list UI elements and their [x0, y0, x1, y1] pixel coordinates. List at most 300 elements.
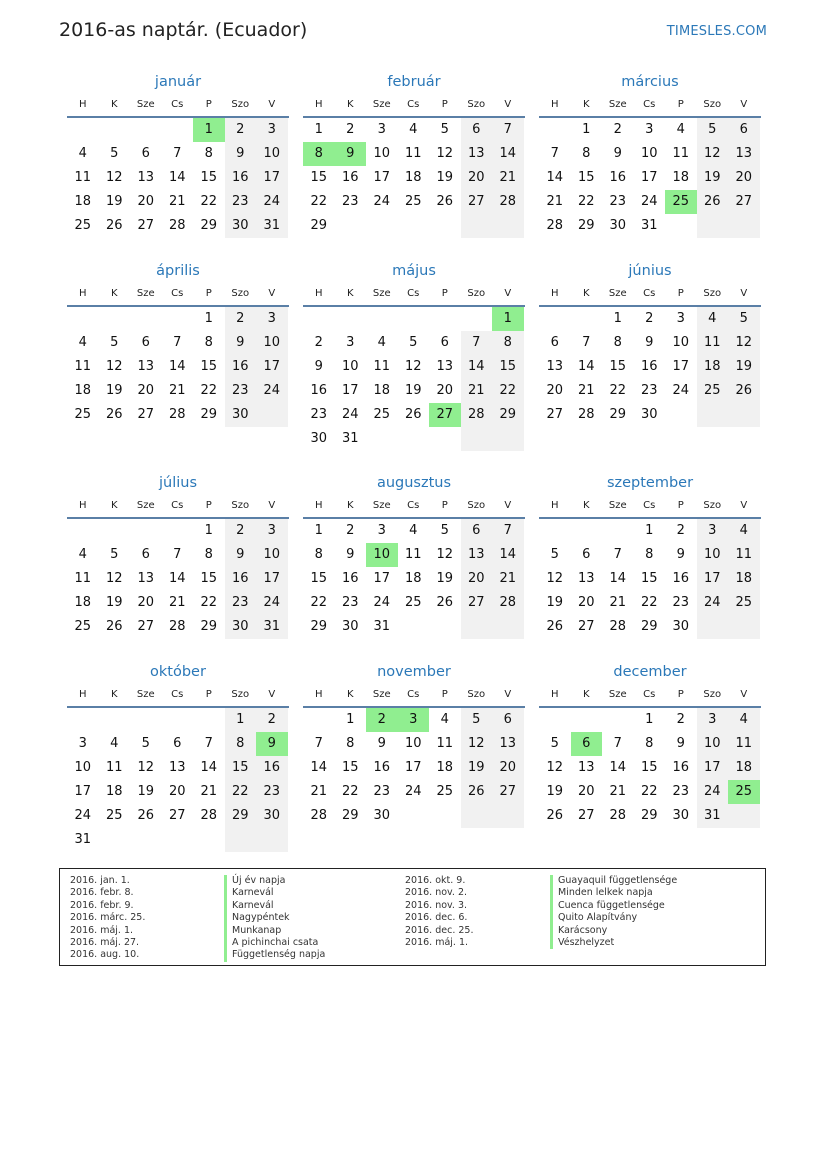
day-cell[interactable]: 15 — [225, 756, 257, 780]
day-cell[interactable]: 31 — [697, 804, 729, 828]
day-cell[interactable]: 17 — [404, 760, 422, 775]
day-cell[interactable]: 23 — [256, 780, 288, 804]
day-cell[interactable]: 17 — [341, 383, 359, 398]
day-cell[interactable]: 16 — [341, 571, 359, 586]
day-cell[interactable]: 19 — [436, 571, 454, 586]
day-cell[interactable]: 15 — [640, 571, 658, 586]
day-cell[interactable]: 24 — [256, 190, 288, 214]
day-cell[interactable]: 30 — [225, 615, 257, 639]
day-cell[interactable]: 18 — [436, 760, 454, 775]
day-cell[interactable]: 21 — [461, 379, 493, 403]
day-cell[interactable]: 17 — [672, 359, 690, 374]
day-cell[interactable]: 5 — [110, 146, 119, 161]
day-cell[interactable]: 14 — [200, 760, 218, 775]
day-cell[interactable]: 25 — [728, 780, 760, 804]
day-cell[interactable]: 17 — [373, 571, 391, 586]
day-cell[interactable]: 27 — [461, 591, 493, 615]
day-cell[interactable]: 15 — [640, 760, 658, 775]
day-cell[interactable]: 17 — [256, 355, 288, 379]
day-cell[interactable]: 13 — [728, 142, 760, 166]
day-cell[interactable]: 4 — [728, 708, 760, 732]
day-cell[interactable]: 3 — [398, 708, 430, 732]
day-cell[interactable]: 22 — [640, 784, 658, 799]
day-cell[interactable]: 20 — [577, 595, 595, 610]
day-cell[interactable]: 17 — [256, 166, 288, 190]
brand-link[interactable]: TIMESLES.COM — [666, 24, 767, 39]
day-cell[interactable]: 5 — [550, 736, 559, 751]
day-cell[interactable]: 14 — [168, 170, 186, 185]
day-cell[interactable]: 30 — [640, 407, 658, 422]
day-cell[interactable]: 21 — [200, 784, 218, 799]
day-cell[interactable]: 12 — [105, 359, 123, 374]
day-cell[interactable]: 1 — [193, 118, 225, 142]
day-cell[interactable]: 21 — [577, 383, 595, 398]
day-cell[interactable]: 1 — [314, 523, 323, 538]
day-cell[interactable]: 9 — [346, 547, 355, 562]
day-cell[interactable]: 27 — [461, 190, 493, 214]
day-cell[interactable]: 18 — [74, 194, 92, 209]
day-cell[interactable]: 22 — [200, 194, 218, 209]
day-cell[interactable]: 2 — [314, 335, 323, 350]
day-cell[interactable]: 24 — [373, 595, 391, 610]
day-cell[interactable]: 15 — [200, 170, 218, 185]
day-cell[interactable]: 1 — [204, 523, 213, 538]
day-cell[interactable]: 26 — [697, 190, 729, 214]
day-cell[interactable]: 24 — [672, 383, 690, 398]
day-cell[interactable]: 6 — [461, 519, 493, 543]
day-cell[interactable]: 25 — [404, 595, 422, 610]
day-cell[interactable]: 5 — [141, 736, 150, 751]
day-cell[interactable]: 7 — [550, 146, 559, 161]
day-cell[interactable]: 11 — [74, 359, 92, 374]
day-cell[interactable]: 9 — [377, 736, 386, 751]
day-cell[interactable]: 20 — [137, 194, 155, 209]
day-cell[interactable]: 18 — [728, 756, 760, 780]
day-cell[interactable]: 21 — [609, 784, 627, 799]
day-cell[interactable]: 23 — [225, 379, 257, 403]
day-cell[interactable]: 4 — [676, 122, 685, 137]
day-cell[interactable]: 31 — [341, 431, 359, 446]
day-cell[interactable]: 25 — [74, 218, 92, 233]
day-cell[interactable]: 15 — [310, 170, 328, 185]
day-cell[interactable]: 3 — [377, 122, 386, 137]
day-cell[interactable]: 8 — [645, 547, 654, 562]
day-cell[interactable]: 6 — [440, 335, 449, 350]
day-cell[interactable]: 18 — [672, 170, 690, 185]
day-cell[interactable]: 29 — [225, 804, 257, 828]
day-cell[interactable]: 7 — [613, 547, 622, 562]
day-cell[interactable]: 20 — [546, 383, 564, 398]
day-cell[interactable]: 14 — [546, 170, 564, 185]
day-cell[interactable]: 30 — [225, 403, 257, 427]
day-cell[interactable]: 13 — [137, 359, 155, 374]
day-cell[interactable]: 12 — [461, 732, 493, 756]
day-cell[interactable]: 10 — [404, 736, 422, 751]
day-cell[interactable]: 7 — [461, 331, 493, 355]
day-cell[interactable]: 15 — [200, 571, 218, 586]
day-cell[interactable]: 29 — [577, 218, 595, 233]
day-cell[interactable]: 27 — [429, 403, 461, 427]
day-cell[interactable]: 10 — [256, 331, 288, 355]
day-cell[interactable]: 30 — [341, 619, 359, 634]
day-cell[interactable]: 5 — [110, 335, 119, 350]
day-cell[interactable]: 15 — [341, 760, 359, 775]
day-cell[interactable]: 4 — [78, 146, 87, 161]
day-cell[interactable]: 3 — [697, 519, 729, 543]
day-cell[interactable]: 1 — [314, 122, 323, 137]
day-cell[interactable]: 7 — [492, 519, 524, 543]
day-cell[interactable]: 3 — [256, 118, 288, 142]
day-cell[interactable]: 24 — [697, 780, 729, 804]
day-cell[interactable]: 2 — [645, 311, 654, 326]
day-cell[interactable]: 1 — [613, 311, 622, 326]
day-cell[interactable]: 5 — [697, 118, 729, 142]
day-cell[interactable]: 5 — [550, 547, 559, 562]
day-cell[interactable]: 11 — [74, 571, 92, 586]
day-cell[interactable]: 16 — [225, 567, 257, 591]
day-cell[interactable]: 27 — [168, 808, 186, 823]
day-cell[interactable]: 1 — [346, 712, 355, 727]
day-cell[interactable]: 9 — [225, 331, 257, 355]
day-cell[interactable]: 11 — [672, 146, 690, 161]
day-cell[interactable]: 23 — [640, 383, 658, 398]
day-cell[interactable]: 2 — [676, 523, 685, 538]
day-cell[interactable]: 8 — [346, 736, 355, 751]
day-cell[interactable]: 2 — [225, 118, 257, 142]
day-cell[interactable]: 19 — [404, 383, 422, 398]
day-cell[interactable]: 20 — [137, 383, 155, 398]
day-cell[interactable]: 23 — [225, 190, 257, 214]
day-cell[interactable]: 6 — [492, 708, 524, 732]
day-cell[interactable]: 3 — [256, 519, 288, 543]
day-cell[interactable]: 21 — [492, 166, 524, 190]
day-cell[interactable]: 25 — [373, 407, 391, 422]
day-cell[interactable]: 16 — [672, 760, 690, 775]
day-cell[interactable]: 24 — [74, 808, 92, 823]
day-cell[interactable]: 24 — [697, 591, 729, 615]
day-cell[interactable]: 14 — [577, 359, 595, 374]
day-cell[interactable]: 19 — [105, 595, 123, 610]
day-cell[interactable]: 31 — [256, 214, 288, 238]
day-cell[interactable]: 24 — [256, 379, 288, 403]
day-cell[interactable]: 28 — [310, 808, 328, 823]
day-cell[interactable]: 20 — [461, 567, 493, 591]
day-cell[interactable]: 20 — [492, 756, 524, 780]
day-cell[interactable]: 10 — [640, 146, 658, 161]
day-cell[interactable]: 20 — [436, 383, 454, 398]
day-cell[interactable]: 13 — [137, 571, 155, 586]
day-cell[interactable]: 13 — [461, 543, 493, 567]
day-cell[interactable]: 28 — [577, 407, 595, 422]
day-cell[interactable]: 11 — [105, 760, 123, 775]
day-cell[interactable]: 15 — [200, 359, 218, 374]
day-cell[interactable]: 4 — [377, 335, 386, 350]
day-cell[interactable]: 16 — [672, 571, 690, 586]
day-cell[interactable]: 18 — [404, 170, 422, 185]
day-cell[interactable]: 13 — [577, 571, 595, 586]
day-cell[interactable]: 29 — [200, 407, 218, 422]
day-cell[interactable]: 27 — [492, 780, 524, 804]
day-cell[interactable]: 3 — [676, 311, 685, 326]
day-cell[interactable]: 9 — [676, 547, 685, 562]
day-cell[interactable]: 22 — [200, 595, 218, 610]
day-cell[interactable]: 5 — [409, 335, 418, 350]
day-cell[interactable]: 14 — [461, 355, 493, 379]
day-cell[interactable]: 27 — [728, 190, 760, 214]
day-cell[interactable]: 5 — [440, 523, 449, 538]
day-cell[interactable]: 6 — [571, 732, 603, 756]
day-cell[interactable]: 10 — [697, 732, 729, 756]
day-cell[interactable]: 23 — [225, 591, 257, 615]
day-cell[interactable]: 14 — [492, 543, 524, 567]
day-cell[interactable]: 2 — [225, 307, 257, 331]
day-cell[interactable]: 7 — [314, 736, 323, 751]
day-cell[interactable]: 21 — [310, 784, 328, 799]
day-cell[interactable]: 17 — [640, 170, 658, 185]
day-cell[interactable]: 25 — [697, 379, 729, 403]
day-cell[interactable]: 19 — [436, 170, 454, 185]
day-cell[interactable]: 18 — [373, 383, 391, 398]
day-cell[interactable]: 5 — [110, 547, 119, 562]
day-cell[interactable]: 2 — [676, 712, 685, 727]
day-cell[interactable]: 4 — [78, 335, 87, 350]
day-cell[interactable]: 14 — [609, 571, 627, 586]
day-cell[interactable]: 27 — [137, 619, 155, 634]
day-cell[interactable]: 8 — [204, 335, 213, 350]
day-cell[interactable]: 29 — [341, 808, 359, 823]
day-cell[interactable]: 11 — [728, 543, 760, 567]
day-cell[interactable]: 26 — [137, 808, 155, 823]
day-cell[interactable]: 14 — [168, 359, 186, 374]
day-cell[interactable]: 11 — [404, 146, 422, 161]
day-cell[interactable]: 4 — [728, 519, 760, 543]
day-cell[interactable]: 10 — [256, 142, 288, 166]
day-cell[interactable]: 9 — [613, 146, 622, 161]
day-cell[interactable]: 12 — [697, 142, 729, 166]
day-cell[interactable]: 3 — [346, 335, 355, 350]
day-cell[interactable]: 29 — [609, 407, 627, 422]
day-cell[interactable]: 25 — [74, 619, 92, 634]
day-cell[interactable]: 19 — [137, 784, 155, 799]
day-cell[interactable]: 29 — [640, 619, 658, 634]
day-cell[interactable]: 22 — [200, 383, 218, 398]
day-cell[interactable]: 23 — [672, 595, 690, 610]
day-cell[interactable]: 7 — [173, 146, 182, 161]
day-cell[interactable]: 25 — [728, 591, 760, 615]
day-cell[interactable]: 21 — [168, 383, 186, 398]
day-cell[interactable]: 21 — [168, 595, 186, 610]
day-cell[interactable]: 16 — [310, 383, 328, 398]
day-cell[interactable]: 29 — [310, 619, 328, 634]
day-cell[interactable]: 7 — [173, 335, 182, 350]
day-cell[interactable]: 4 — [440, 712, 449, 727]
day-cell[interactable]: 8 — [613, 335, 622, 350]
day-cell[interactable]: 23 — [341, 194, 359, 209]
day-cell[interactable]: 21 — [546, 194, 564, 209]
day-cell[interactable]: 11 — [404, 547, 422, 562]
day-cell[interactable]: 12 — [436, 547, 454, 562]
day-cell[interactable]: 9 — [645, 335, 654, 350]
day-cell[interactable]: 30 — [256, 804, 288, 828]
day-cell[interactable]: 19 — [546, 595, 564, 610]
day-cell[interactable]: 26 — [105, 619, 123, 634]
day-cell[interactable]: 14 — [310, 760, 328, 775]
day-cell[interactable]: 26 — [436, 194, 454, 209]
day-cell[interactable]: 28 — [168, 619, 186, 634]
day-cell[interactable]: 10 — [672, 335, 690, 350]
day-cell[interactable]: 25 — [404, 194, 422, 209]
day-cell[interactable]: 1 — [645, 523, 654, 538]
day-cell[interactable]: 28 — [609, 808, 627, 823]
day-cell[interactable]: 25 — [74, 407, 92, 422]
day-cell[interactable]: 20 — [577, 784, 595, 799]
day-cell[interactable]: 26 — [436, 595, 454, 610]
day-cell[interactable]: 16 — [225, 355, 257, 379]
day-cell[interactable]: 10 — [366, 543, 398, 567]
day-cell[interactable]: 4 — [697, 307, 729, 331]
day-cell[interactable]: 11 — [697, 331, 729, 355]
day-cell[interactable]: 21 — [609, 595, 627, 610]
day-cell[interactable]: 31 — [373, 619, 391, 634]
day-cell[interactable]: 16 — [225, 166, 257, 190]
day-cell[interactable]: 23 — [310, 407, 328, 422]
day-cell[interactable]: 5 — [728, 307, 760, 331]
day-cell[interactable]: 10 — [256, 543, 288, 567]
day-cell[interactable]: 10 — [373, 146, 391, 161]
day-cell[interactable]: 3 — [377, 523, 386, 538]
day-cell[interactable]: 16 — [373, 760, 391, 775]
day-cell[interactable]: 12 — [546, 571, 564, 586]
day-cell[interactable]: 22 — [310, 194, 328, 209]
day-cell[interactable]: 10 — [697, 543, 729, 567]
day-cell[interactable]: 15 — [492, 355, 524, 379]
day-cell[interactable]: 7 — [492, 118, 524, 142]
day-cell[interactable]: 24 — [373, 194, 391, 209]
day-cell[interactable]: 17 — [74, 784, 92, 799]
day-cell[interactable]: 18 — [697, 355, 729, 379]
day-cell[interactable]: 14 — [492, 142, 524, 166]
day-cell[interactable]: 13 — [461, 142, 493, 166]
day-cell[interactable]: 2 — [613, 122, 622, 137]
day-cell[interactable]: 6 — [461, 118, 493, 142]
day-cell[interactable]: 9 — [256, 732, 288, 756]
day-cell[interactable]: 10 — [341, 359, 359, 374]
day-cell[interactable]: 17 — [373, 170, 391, 185]
day-cell[interactable]: 13 — [546, 359, 564, 374]
day-cell[interactable]: 14 — [609, 760, 627, 775]
day-cell[interactable]: 5 — [461, 708, 493, 732]
day-cell[interactable]: 9 — [335, 142, 367, 166]
day-cell[interactable]: 8 — [204, 547, 213, 562]
day-cell[interactable]: 19 — [105, 194, 123, 209]
day-cell[interactable]: 20 — [168, 784, 186, 799]
day-cell[interactable]: 21 — [492, 567, 524, 591]
day-cell[interactable]: 4 — [110, 736, 119, 751]
day-cell[interactable]: 13 — [492, 732, 524, 756]
day-cell[interactable]: 4 — [409, 122, 418, 137]
day-cell[interactable]: 31 — [640, 218, 658, 233]
day-cell[interactable]: 20 — [461, 166, 493, 190]
day-cell[interactable]: 11 — [74, 170, 92, 185]
day-cell[interactable]: 31 — [256, 615, 288, 639]
day-cell[interactable]: 19 — [697, 166, 729, 190]
day-cell[interactable]: 22 — [609, 383, 627, 398]
day-cell[interactable]: 7 — [582, 335, 591, 350]
day-cell[interactable]: 26 — [404, 407, 422, 422]
day-cell[interactable]: 9 — [314, 359, 323, 374]
day-cell[interactable]: 29 — [200, 218, 218, 233]
day-cell[interactable]: 12 — [546, 760, 564, 775]
day-cell[interactable]: 27 — [137, 407, 155, 422]
day-cell[interactable]: 26 — [105, 218, 123, 233]
day-cell[interactable]: 30 — [672, 619, 690, 634]
day-cell[interactable]: 18 — [74, 383, 92, 398]
day-cell[interactable]: 1 — [492, 307, 524, 331]
day-cell[interactable]: 26 — [546, 619, 564, 634]
day-cell[interactable]: 22 — [577, 194, 595, 209]
day-cell[interactable]: 23 — [609, 194, 627, 209]
day-cell[interactable]: 14 — [168, 571, 186, 586]
day-cell[interactable]: 11 — [436, 736, 454, 751]
day-cell[interactable]: 28 — [200, 808, 218, 823]
day-cell[interactable]: 19 — [728, 355, 760, 379]
day-cell[interactable]: 26 — [728, 379, 760, 403]
day-cell[interactable]: 18 — [105, 784, 123, 799]
day-cell[interactable]: 20 — [728, 166, 760, 190]
day-cell[interactable]: 22 — [310, 595, 328, 610]
day-cell[interactable]: 7 — [173, 547, 182, 562]
day-cell[interactable]: 1 — [645, 712, 654, 727]
day-cell[interactable]: 16 — [640, 359, 658, 374]
day-cell[interactable]: 6 — [141, 547, 150, 562]
day-cell[interactable]: 30 — [310, 431, 328, 446]
day-cell[interactable]: 11 — [728, 732, 760, 756]
day-cell[interactable]: 30 — [609, 218, 627, 233]
day-cell[interactable]: 29 — [492, 403, 524, 427]
day-cell[interactable]: 22 — [640, 595, 658, 610]
day-cell[interactable]: 25 — [436, 784, 454, 799]
day-cell[interactable]: 12 — [137, 760, 155, 775]
day-cell[interactable]: 1 — [582, 122, 591, 137]
day-cell[interactable]: 29 — [640, 808, 658, 823]
day-cell[interactable]: 6 — [141, 335, 150, 350]
day-cell[interactable]: 27 — [546, 407, 564, 422]
day-cell[interactable]: 8 — [204, 146, 213, 161]
day-cell[interactable]: 24 — [341, 407, 359, 422]
day-cell[interactable]: 17 — [256, 567, 288, 591]
day-cell[interactable]: 22 — [341, 784, 359, 799]
day-cell[interactable]: 2 — [346, 523, 355, 538]
day-cell[interactable]: 24 — [640, 194, 658, 209]
day-cell[interactable]: 19 — [105, 383, 123, 398]
day-cell[interactable]: 12 — [105, 170, 123, 185]
day-cell[interactable]: 16 — [609, 170, 627, 185]
day-cell[interactable]: 7 — [204, 736, 213, 751]
day-cell[interactable]: 28 — [609, 619, 627, 634]
day-cell[interactable]: 22 — [225, 780, 257, 804]
day-cell[interactable]: 31 — [74, 832, 92, 847]
day-cell[interactable]: 2 — [225, 519, 257, 543]
day-cell[interactable]: 16 — [341, 170, 359, 185]
day-cell[interactable]: 18 — [74, 595, 92, 610]
day-cell[interactable]: 8 — [303, 142, 335, 166]
day-cell[interactable]: 11 — [373, 359, 391, 374]
day-cell[interactable]: 27 — [137, 218, 155, 233]
day-cell[interactable]: 6 — [728, 118, 760, 142]
day-cell[interactable]: 13 — [137, 170, 155, 185]
day-cell[interactable]: 30 — [225, 214, 257, 238]
day-cell[interactable]: 18 — [728, 567, 760, 591]
